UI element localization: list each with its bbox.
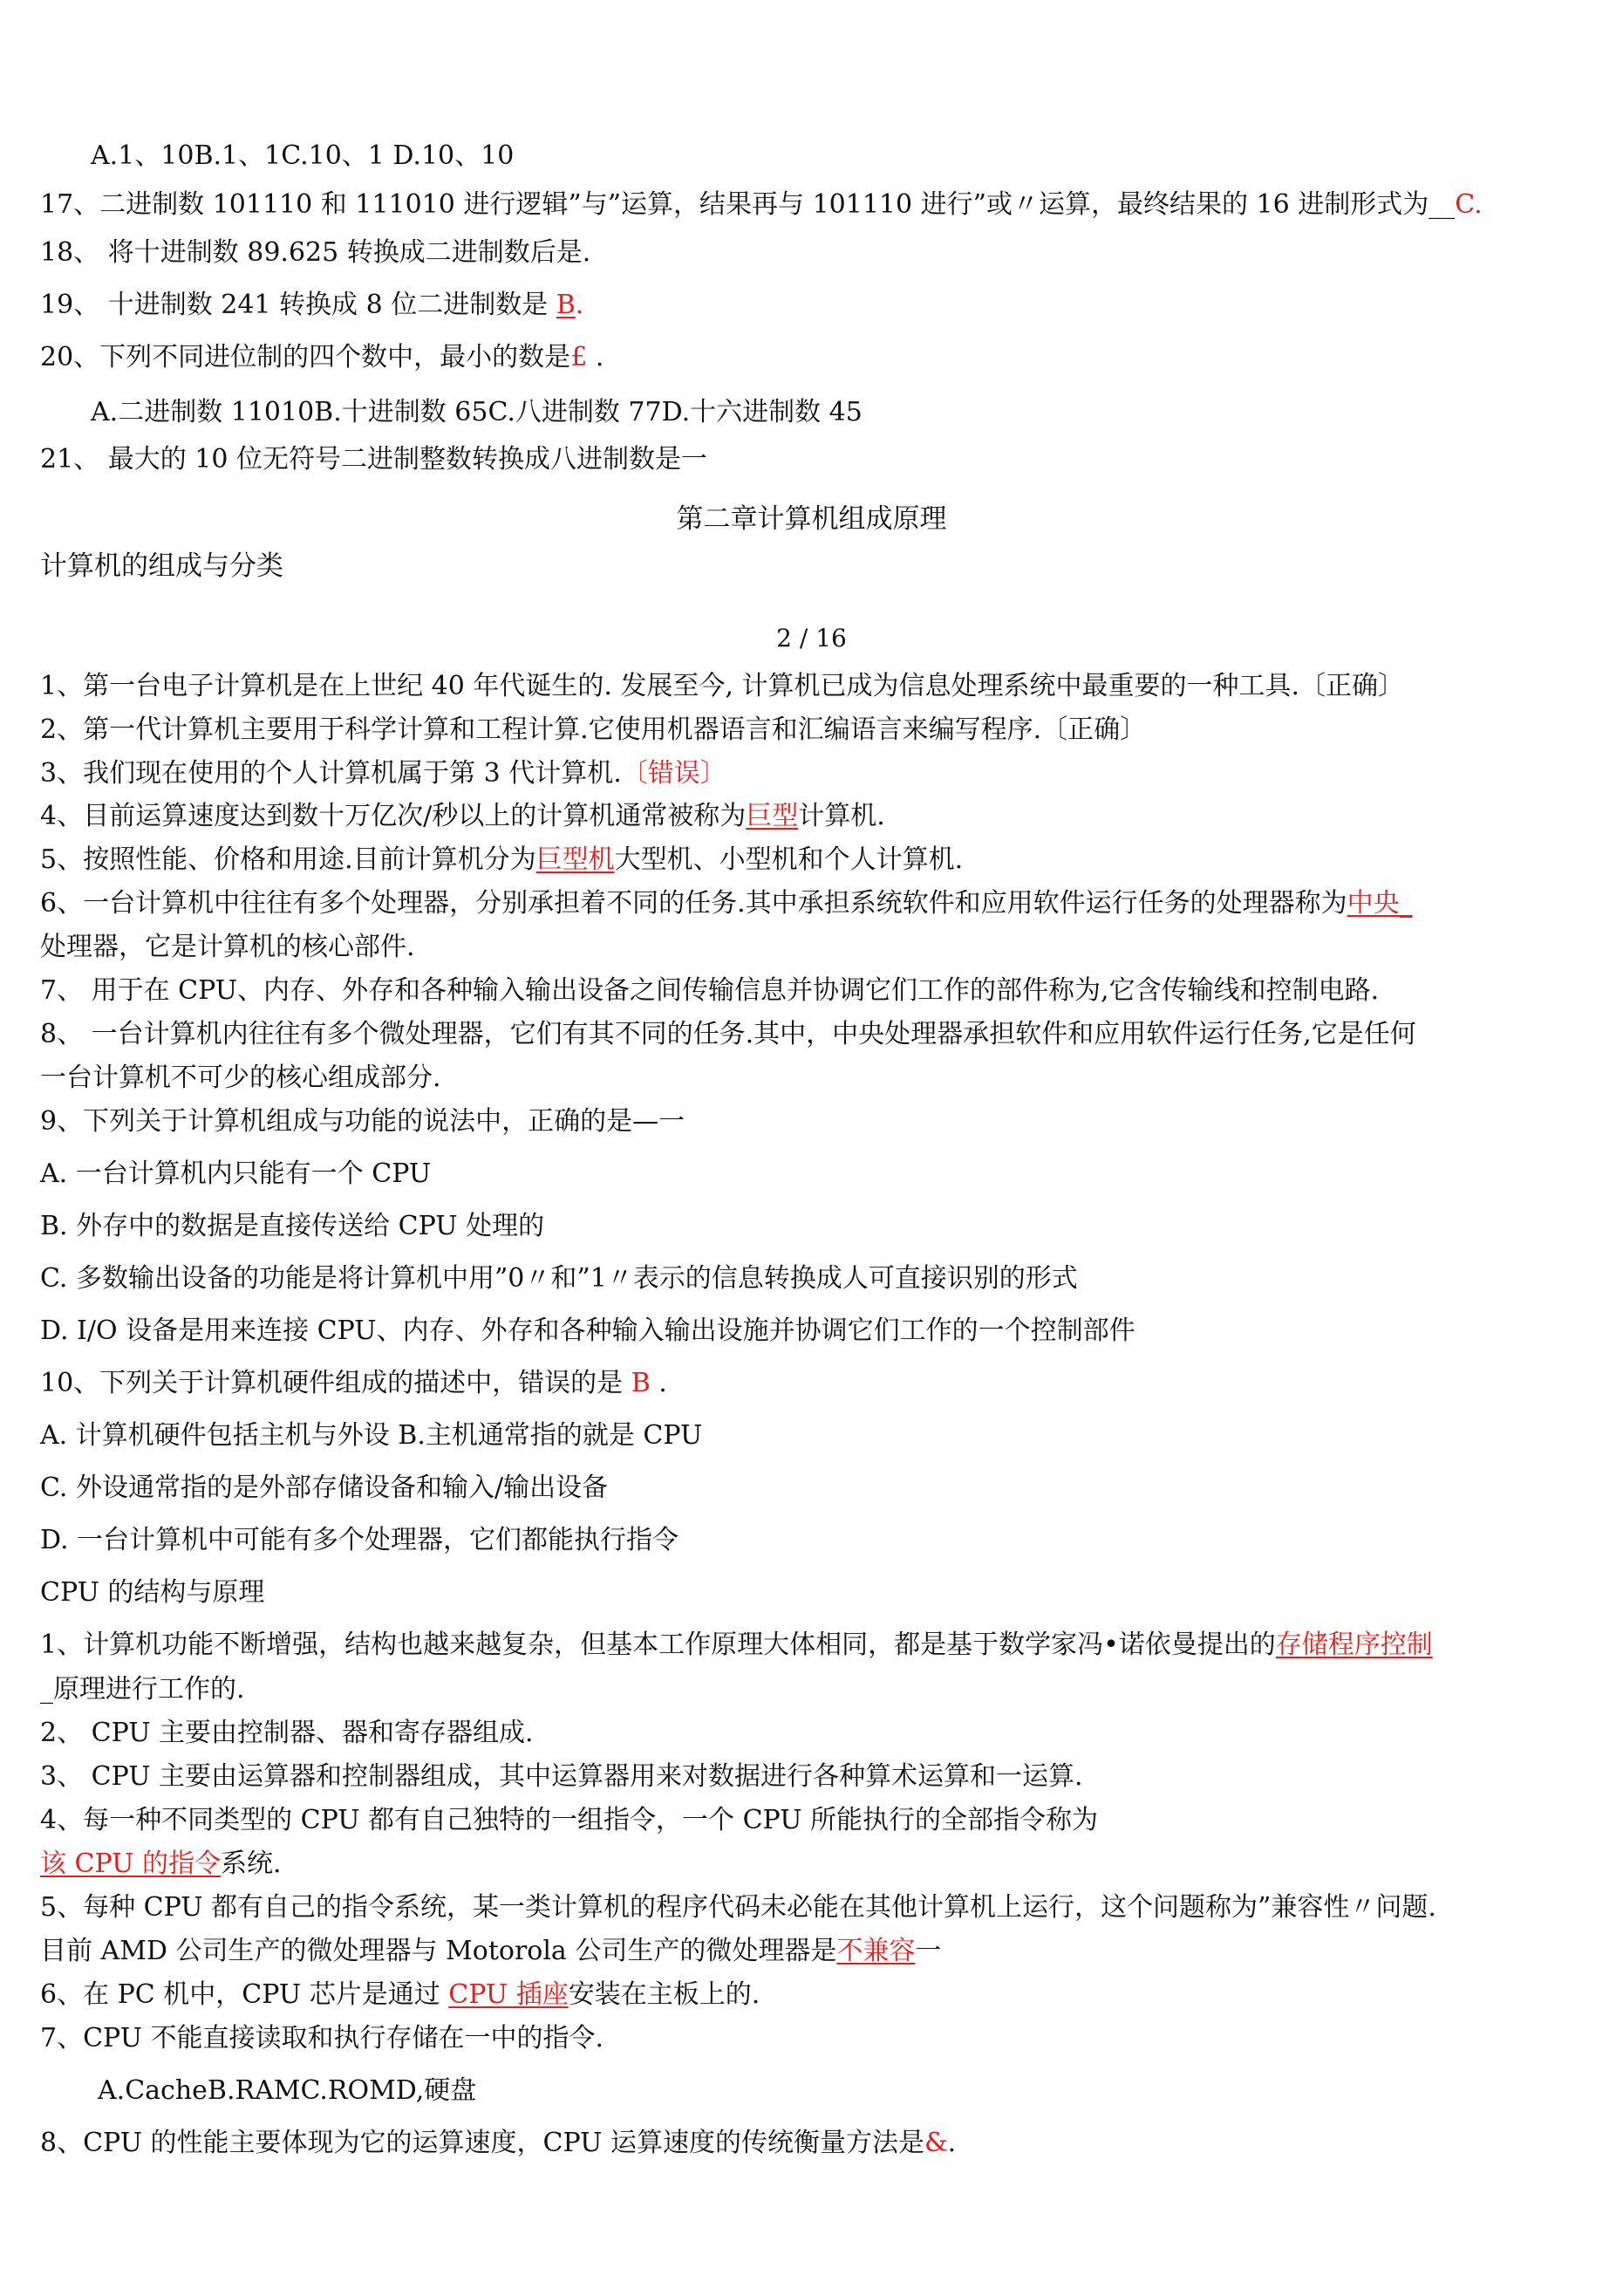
cpu-item-1-cont: _原理进行工作的. (40, 1674, 245, 1705)
item-10-option-d: D. 一台计算机中可能有多个处理器，它们都能执行指令 (40, 1525, 679, 1555)
question-17: 17、二进制数 101110 和 111010 进行逻辑”与”运算，结果再与 101110 进行”或〃运算，最终结果的 16 进制形式为__C. (40, 189, 1483, 220)
section-heading: 计算机的组成与分类 (40, 550, 283, 582)
item-6: 6、一台计算机中往往有多个处理器，分别承担着不同的任务.其中承担系统软件和应用软件运行任务的处理器称为中央_ (40, 888, 1413, 919)
item-8-cont: 一台计算机不可少的核心组成部分. (40, 1063, 441, 1093)
cpu-item-2: 2、 CPU 主要由控制器、器和寄存器组成. (40, 1718, 534, 1748)
question-19: 19、 十进制数 241 转换成 8 位二进制数是 B. (40, 290, 584, 320)
item-2: 2、第一代计算机主要用于科学计算和工程计算.它使用机器语言和汇编语言来编写程序.〔正确〕 (40, 714, 1147, 745)
cpu-item-4-cont: 该 CPU 的指令系统. (40, 1848, 282, 1879)
item-5: 5、按照性能、价格和用途.目前计算机分为巨型机大型机、小型机和个人计算机. (40, 844, 964, 875)
cpu-item-7-options: A.CacheB.RAMC.ROMD,硬盘 (98, 2075, 477, 2106)
cpu-item-5-cont: 目前 AMD 公司生产的微处理器与 Motorola 公司生产的微处理器是不兼容一 (40, 1936, 942, 1966)
cpu-item-8: 8、CPU 的性能主要体现为它的运算速度，CPU 运算速度的传统衡量方法是&. (40, 2128, 957, 2158)
cpu-item-5: 5、每种 CPU 都有自己的指令系统，某一类计算机的程序代码未必能在其他计算机上运行，这个问题称为”兼容性〃问题. (40, 1892, 1436, 1923)
item-9-option-b: B. 外存中的数据是直接传送给 CPU 处理的 (40, 1211, 545, 1241)
answer: B (556, 290, 576, 320)
cpu-item-4: 4、每一种不同类型的 CPU 都有自己独特的一组指令，一个 CPU 所能执行的全部指令称为 (40, 1805, 1099, 1835)
item-8: 8、 一台计算机内往往有多个微处理器，它们有其不同的任务.其中，中央处理器承担软件和应用软件运行任务,它是任何 (40, 1019, 1416, 1049)
answer: 中央_ (1347, 888, 1413, 919)
question-18: 18、 将十进制数 89.625 转换成二进制数后是. (40, 237, 591, 268)
answer: 不兼容 (836, 1936, 916, 1966)
answer: 巨型 (746, 801, 799, 831)
item-6-cont: 处理器，它是计算机的核心部件. (40, 932, 415, 962)
cpu-item-7: 7、CPU 不能直接读取和执行存储在一中的指令. (40, 2023, 604, 2053)
item-9-option-d: D. I/O 设备是用来连接 CPU、内存、外存和各种输入输出设施并协调它们工作的一个控制部件 (40, 1315, 1135, 1346)
question-21: 21、 最大的 10 位无符号二进制整数转换成八进制数是一 (40, 444, 707, 475)
answer: 存储程序控制 (1275, 1630, 1433, 1660)
cpu-item-6: 6、在 PC 机中，CPU 芯片是通过 CPU 插座安装在主板上的. (40, 1979, 760, 2010)
item-3: 3、我们现在使用的个人计算机属于第 3 代计算机.〔错误〕 (40, 758, 726, 789)
answer: 〔错误〕 (621, 758, 726, 789)
item-10: 10、下列关于计算机硬件组成的描述中，错误的是 B . (40, 1368, 667, 1398)
item-7: 7、 用于在 CPU、内存、外存和各种输入输出设备之间传输信息并协调它们工作的部件称为,它含传输线和控制电路. (40, 975, 1380, 1006)
answer: & (924, 2128, 948, 2158)
item-9-option-a: A. 一台计算机内只能有一个 CPU (40, 1158, 432, 1189)
item-10-option-ab: A. 计算机硬件包括主机与外设 B.主机通常指的就是 CPU (40, 1420, 703, 1451)
options-q20: A.二进制数 11010B.十进制数 65C.八进制数 77D.十六进制数 45 (91, 397, 863, 427)
cpu-item-1: 1、计算机功能不断增强，结构也越来越复杂，但基本工作原理大体相同，都是基于数学家冯•诺依曼提出的存储程序控制 (40, 1630, 1433, 1660)
item-9: 9、下列关于计算机组成与功能的说法中，正确的是—一 (40, 1106, 685, 1137)
answer: 巨型机 (535, 844, 615, 875)
item-4: 4、目前运算速度达到数十万亿次/秒以上的计算机通常被称为巨型计算机. (40, 801, 885, 831)
item-1: 1、第一台电子计算机是在上世纪 40 年代诞生的. 发展至今, 计算机已成为信息处理系统中最重要的一种工具.〔正确〕 (40, 671, 1405, 701)
answer: CPU 插座 (448, 1979, 569, 2010)
cpu-item-3: 3、 CPU 主要由运算器和控制器组成，其中运算器用来对数据进行各种算术运算和一运算. (40, 1761, 1083, 1792)
answer: 该 CPU 的指令 (40, 1848, 221, 1879)
chapter-title: 第二章计算机组成原理 (676, 503, 947, 535)
answer: £ (570, 342, 588, 372)
question-20: 20、下列不同进位制的四个数中，最小的数是£ . (40, 342, 604, 372)
answer: C (1455, 189, 1475, 220)
item-10-option-c: C. 外设通常指的是外部存储设备和输入/输出设备 (40, 1473, 609, 1503)
item-9-option-c: C. 多数输出设备的功能是将计算机中用”0〃和”1〃表示的信息转换成人可直接识别的形式 (40, 1263, 1078, 1294)
options-q16: A.1、10B.1、1C.10、1 D.10、10 (91, 140, 515, 171)
section-heading: CPU 的结构与原理 (40, 1577, 265, 1608)
answer: B (631, 1368, 651, 1398)
page-number: 2 / 16 (776, 624, 847, 653)
